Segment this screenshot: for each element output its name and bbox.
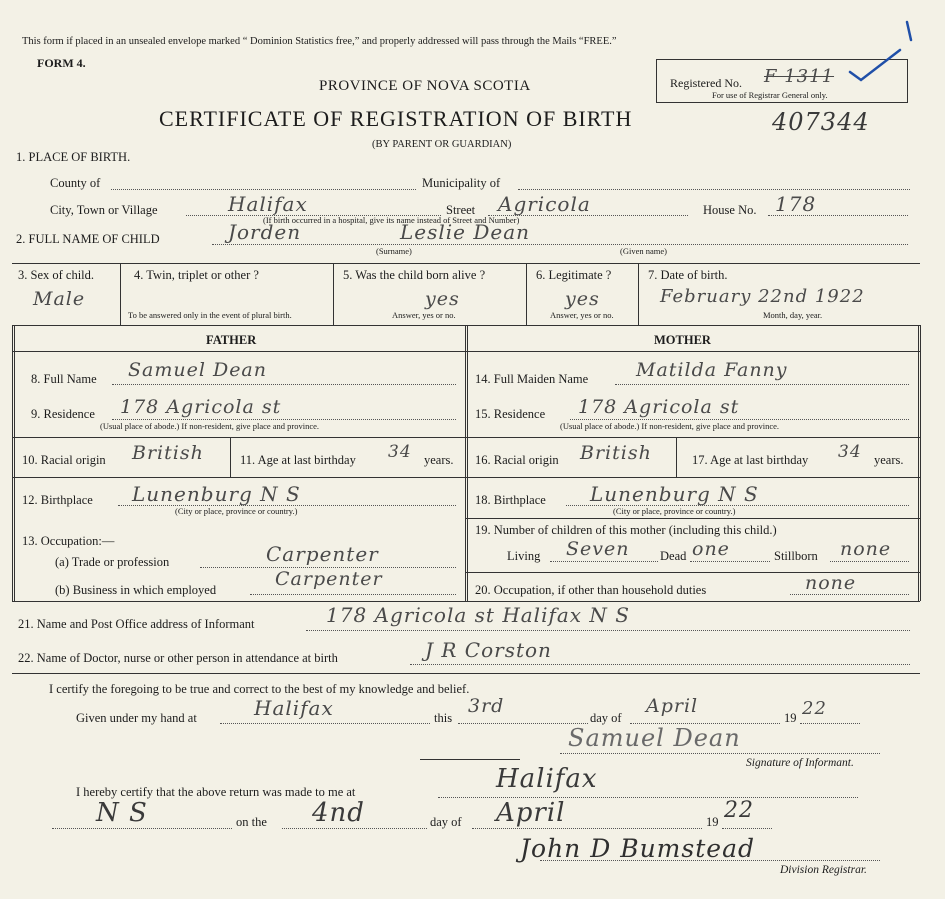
living-line [550, 561, 658, 562]
mother-residence-line [570, 419, 909, 420]
alive-label: 5. Was the child born alive ? [343, 268, 486, 282]
registered-no-label: Registered No. [670, 76, 742, 90]
father-residence-label: 9. Residence [31, 407, 95, 421]
mother-age-label: 17. Age at last birthday [692, 453, 809, 467]
registrar-day-value: 4nd [312, 798, 365, 828]
child-surname-value: Jorden [228, 220, 302, 244]
mother-age-years: years. [874, 453, 904, 467]
given-month-value: April [646, 695, 699, 717]
father-residence-line [112, 419, 456, 420]
form-number: FORM 4. [37, 56, 86, 70]
legitimate-value: yes [565, 288, 600, 310]
living-value: Seven [566, 538, 630, 560]
father-residence-note: (Usual place of abode.) If non-resident, give place and province. [100, 421, 320, 431]
mother-racial-value: British [580, 442, 652, 464]
given-day-of-label: day of [590, 711, 622, 725]
father-occupation-label: 13. Occupation:— [22, 534, 115, 548]
sex-label: 3. Sex of child. [18, 268, 95, 282]
city-value: Halifax [228, 192, 308, 216]
mother-residence-note: (Usual place of abode.) If non-resident, give place and province. [560, 421, 780, 431]
informant-line [306, 630, 910, 631]
father-heading: FATHER [206, 333, 257, 347]
sex-value: Male [33, 288, 86, 310]
registrar-day-of-label: day of [430, 815, 462, 829]
house-no-value: 178 [775, 192, 817, 216]
mother-racial-label: 16. Racial origin [475, 453, 559, 467]
given-place-value: Halifax [254, 696, 334, 720]
this-label: this [434, 711, 453, 725]
given-year-prefix: 19 [784, 711, 797, 725]
mother-birthplace-note: (City or place, province or country.) [613, 506, 736, 516]
dead-line [690, 561, 770, 562]
certification-statement: I certify the foregoing to be true and correct to the best of my knowledge and belief. [49, 682, 470, 696]
given-name-caption: (Given name) [620, 246, 667, 256]
father-name-line [112, 384, 456, 385]
date-of-birth-label: 7. Date of birth. [648, 268, 728, 282]
municipality-label: Municipality of [422, 176, 501, 190]
city-label: City, Town or Village [50, 203, 158, 217]
mother-maiden-name-value: Matilda Fanny [636, 359, 788, 381]
informant-signature: Samuel Dean [568, 724, 741, 752]
stillborn-value: none [840, 538, 892, 560]
street-value: Agricola [498, 192, 591, 216]
table-border-left [12, 325, 15, 601]
mother-maiden-name-label: 14. Full Maiden Name [475, 372, 589, 386]
table-rule [12, 601, 920, 602]
table-rule [12, 351, 920, 352]
father-trade-label: (a) Trade or profession [55, 555, 170, 569]
mother-name-line [615, 384, 909, 385]
registrar-statement: I hereby certify that the above return was made to me at [76, 785, 356, 799]
table-rule [12, 673, 920, 674]
date-of-birth-note: Month, day, year. [763, 310, 823, 320]
doctor-value: J R Corston [425, 638, 552, 662]
surname-caption: (Surname) [376, 246, 412, 256]
hospital-note: (If birth occurred in a hospital, give its name instead of Street and Number) [263, 215, 520, 225]
alive-value: yes [425, 288, 460, 310]
mother-age-divider [676, 437, 677, 477]
living-label: Living [507, 549, 541, 563]
registrar-year-line [722, 828, 772, 829]
father-age-divider [230, 437, 231, 477]
twin-note: To be answered only in the event of plural birth. [128, 310, 292, 320]
mother-occupation-value: none [805, 572, 857, 594]
registrar-place-cont-value: N S [96, 798, 148, 828]
father-age-years: years. [424, 453, 454, 467]
father-racial-label: 10. Racial origin [22, 453, 106, 467]
mother-birthplace-label: 18. Birthplace [475, 493, 546, 507]
page-title: CERTIFICATE OF REGISTRATION OF BIRTH [159, 106, 633, 131]
stillborn-line [830, 561, 909, 562]
registrar-place-value: Halifax [496, 764, 598, 794]
table-divider [333, 263, 334, 325]
father-business-value: Carpenter [275, 568, 383, 590]
father-birthplace-label: 12. Birthplace [22, 493, 93, 507]
place-of-birth-heading: 1. PLACE OF BIRTH. [16, 150, 131, 164]
father-birthplace-value: Lunenburg N S [132, 482, 301, 506]
page-subtitle: (BY PARENT OR GUARDIAN) [372, 139, 512, 150]
child-given-name-value: Leslie Dean [400, 220, 531, 244]
check-mark-icon [845, 14, 925, 84]
parents-divider [465, 325, 468, 601]
mother-age-value: 34 [838, 442, 862, 462]
registrar-signature: John D Bumstead [520, 834, 755, 863]
stillborn-label: Stillborn [774, 549, 818, 563]
child-name-line [212, 244, 908, 245]
registrar-use-note: For use of Registrar General only. [712, 90, 828, 100]
house-no-line [768, 215, 908, 216]
father-age-label: 11. Age at last birthday [240, 453, 356, 467]
table-rule [12, 263, 920, 264]
father-business-label: (b) Business in which employed [55, 583, 217, 597]
mother-occupation-line [790, 594, 909, 595]
father-name-label: 8. Full Name [31, 372, 97, 386]
house-no-label: House No. [703, 203, 757, 217]
informant-value: 178 Agricola st Halifax N S [326, 603, 630, 627]
date-of-birth-value: February 22nd 1922 [660, 286, 865, 307]
alive-note: Answer, yes or no. [392, 310, 456, 320]
child-name-label: 2. FULL NAME OF CHILD [16, 232, 160, 246]
registrar-year-value: 22 [724, 798, 754, 823]
street-label: Street [446, 203, 476, 217]
dead-value: one [692, 538, 730, 560]
father-residence-value: 178 Agricola st [120, 396, 282, 418]
registrar-place-cont-line [52, 828, 232, 829]
registrar-year-prefix: 19 [706, 815, 719, 829]
table-divider [526, 263, 527, 325]
father-name-value: Samuel Dean [128, 359, 267, 381]
informant-signature-line [560, 753, 880, 754]
table-rule [12, 477, 920, 478]
county-label: County of [50, 176, 101, 190]
registrar-month-line [472, 828, 702, 829]
given-day-value: 3rd [468, 695, 505, 717]
legitimate-note: Answer, yes or no. [550, 310, 614, 320]
mother-birthplace-value: Lunenburg N S [590, 482, 759, 506]
registrar-signature-caption: Division Registrar. [780, 864, 867, 876]
table-rule [12, 437, 920, 438]
table-divider [638, 263, 639, 325]
given-under-label: Given under my hand at [76, 711, 197, 725]
county-line [111, 189, 416, 190]
father-trade-value: Carpenter [266, 542, 379, 566]
mother-occupation-label: 20. Occupation, if other than household duties [475, 583, 707, 597]
given-year-line [800, 723, 860, 724]
registered-no-value: F 1311 [764, 66, 835, 87]
registrar-signature-line [540, 860, 880, 861]
father-age-value: 34 [388, 442, 412, 462]
certificate-number: 407344 [772, 108, 870, 136]
registrar-month-value: April [496, 798, 566, 828]
mother-residence-value: 178 Agricola st [578, 396, 740, 418]
mother-residence-label: 15. Residence [475, 407, 546, 421]
province-heading: PROVINCE OF NOVA SCOTIA [319, 78, 531, 94]
father-birthplace-note: (City or place, province or country.) [175, 506, 298, 516]
given-place-line [220, 723, 430, 724]
on-the-label: on the [236, 815, 267, 829]
table-divider [120, 263, 121, 325]
mother-children-label: 19. Number of children of this mother (including this child.) [475, 523, 777, 537]
table-rule [466, 518, 920, 519]
mail-notice: This form if placed in an unsealed envelope marked “ Dominion Statistics free,” and properly addressed will pass through the Mails “FREE.” [22, 36, 617, 47]
mother-heading: MOTHER [654, 333, 711, 347]
municipality-line [518, 189, 910, 190]
dead-label: Dead [660, 549, 687, 563]
given-year-value: 22 [802, 698, 827, 719]
registrar-day-line [282, 828, 427, 829]
father-racial-value: British [132, 442, 204, 464]
informant-signature-caption: Signature of Informant. [746, 757, 854, 769]
doctor-label: 22. Name of Doctor, nurse or other person in attendance at birth [18, 651, 338, 665]
twin-label: 4. Twin, triplet or other ? [134, 268, 259, 282]
separator-rule [420, 759, 520, 760]
informant-label: 21. Name and Post Office address of Informant [18, 617, 255, 631]
legitimate-label: 6. Legitimate ? [536, 268, 612, 282]
table-border-right [918, 325, 921, 601]
doctor-line [410, 664, 910, 665]
father-business-line [250, 594, 456, 595]
